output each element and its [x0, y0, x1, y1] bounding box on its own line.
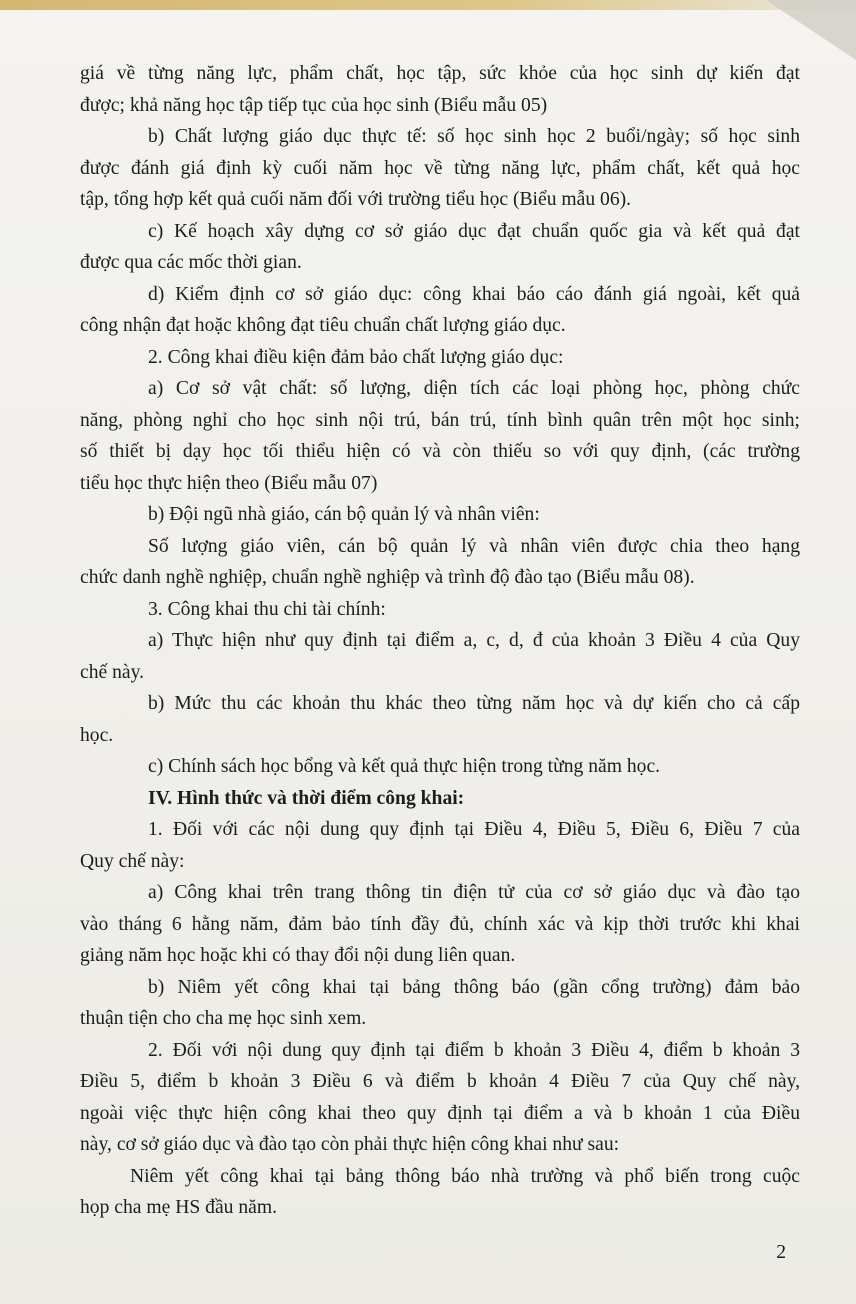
text-line: a) Cơ sở vật chất: số lượng, diện tích các loại phòng học, phòng chức — [148, 378, 800, 399]
text-line: thuận tiện cho cha mẹ học sinh xem. — [80, 1008, 367, 1029]
text-line: tiểu học thực hiện theo (Biểu mẫu 07) — [80, 472, 378, 494]
text-line: Điều 5, điểm b khoản 3 Điều 6 và điểm b khoản 4 Điều 7 của Quy chế này, — [80, 1071, 800, 1092]
text-line: được qua các mốc thời gian. — [80, 252, 302, 273]
text-line: này, cơ sở giáo dục và đào tạo còn phải thực hiện công khai như sau: — [80, 1134, 620, 1155]
page-top-edge — [0, 0, 856, 10]
text-line: 2. Đối với nội dung quy định tại điểm b khoản 3 Điều 4, điểm b khoản 3 — [148, 1039, 800, 1061]
page-number: 2 — [776, 1242, 786, 1263]
text-line: d) Kiểm định cơ sở giáo dục: công khai báo cáo đánh giá ngoài, kết quả — [148, 283, 800, 305]
text-line: số thiết bị dạy học tối thiểu hiện có và còn thiếu so với quy định, (các trường — [80, 441, 800, 462]
text-line: chế này. — [80, 661, 145, 683]
text-line: b) Mức thu các khoản thu khác theo từng năm học và dự kiến cho cả cấp — [148, 693, 800, 714]
text-line: b) Đội ngũ nhà giáo, cán bộ quản lý và nhân viên: — [148, 504, 540, 525]
text-line: c) Chính sách học bổng và kết quả thực hiện trong từng năm học. — [148, 756, 661, 777]
text-line: b) Niêm yết công khai tại bảng thông báo (gần cổng trường) đảm bảo — [148, 976, 800, 998]
document-body — [80, 58, 800, 1224]
text-line: tập, tổng hợp kết quả cuối năm đối với trường tiểu học (Biểu mẫu 06). — [80, 189, 632, 210]
text-line: c) Kế hoạch xây dựng cơ sở giáo dục đạt chuẩn quốc gia và kết quả đạt — [148, 220, 800, 242]
section-heading-bold: IV. Hình thức và thời điểm công khai: — [148, 787, 465, 809]
section-heading: 2. Công khai điều kiện đảm bảo chất lượng giáo dục: — [148, 346, 564, 368]
text-line: a) Thực hiện như quy định tại điểm a, c, d, đ của khoản 3 Điều 4 của Quy — [148, 630, 800, 651]
section-heading: 3. Công khai thu chi tài chính: — [148, 598, 386, 620]
text-line: Quy chế này: — [80, 850, 185, 872]
text-line: giá về từng năng lực, phẩm chất, học tập, sức khỏe của học sinh dự kiến đạt — [80, 63, 800, 84]
text-line: công nhận đạt hoặc không đạt tiêu chuẩn chất lượng giáo dục. — [80, 315, 566, 336]
text-line: b) Chất lượng giáo dục thực tế: số học sinh học 2 buổi/ngày; số học sinh — [148, 126, 800, 147]
text-line: học. — [80, 724, 114, 746]
text-line: chức danh nghề nghiệp, chuẩn nghề nghiệp và trình độ đào tạo (Biểu mẫu 08). — [80, 567, 695, 588]
text-line: Số lượng giáo viên, cán bộ quản lý và nhân viên được chia theo hạng — [148, 535, 800, 557]
text-line: được; khả năng học tập tiếp tục của học sinh (Biểu mẫu 05) — [80, 94, 548, 116]
page-corner-fold — [766, 0, 856, 60]
text-line: Niêm yết công khai tại bảng thông báo nhà trường và phổ biến trong cuộc — [130, 1165, 800, 1187]
text-line: 1. Đối với các nội dung quy định tại Điều 4, Điều 5, Điều 6, Điều 7 của — [148, 819, 800, 840]
text-line: a) Công khai trên trang thông tin điện tử của cơ sở giáo dục và đào tạo — [148, 882, 800, 903]
text-line: họp cha mẹ HS đầu năm. — [80, 1197, 277, 1218]
text-line: giảng năm học hoặc khi có thay đổi nội dung liên quan. — [80, 945, 516, 966]
text-line: ngoài việc thực hiện công khai theo quy định tại điểm a và b khoản 1 của Điều — [80, 1102, 800, 1124]
text-line: năng, phòng nghỉ cho học sinh nội trú, bán trú, tính bình quân trên một học sinh; — [80, 409, 800, 431]
text-line: vào tháng 6 hằng năm, đảm bảo tính đầy đủ, chính xác và kịp thời trước khi khai — [80, 913, 800, 935]
text-line: được đánh giá định kỳ cuối năm học về từng năng lực, phẩm chất, kết quả học — [80, 157, 800, 179]
